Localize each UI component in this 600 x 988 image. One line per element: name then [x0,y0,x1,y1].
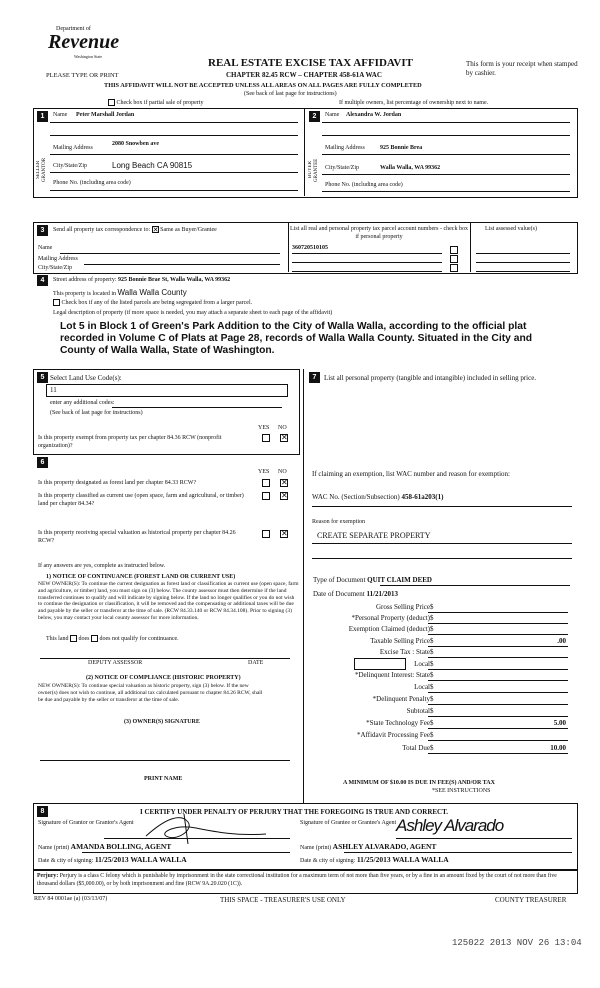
s5-no-label: NO [278,425,287,431]
s4-street-value[interactable]: 925 Bonnie Brae St, Walla Walla, WA 99362 [117,277,231,283]
s3-same-as-label: Same as Buyer/Grantee [160,226,217,233]
fee-label-4: Excise Tax : State [379,648,430,656]
historic-no-checkbox[interactable]: ✕ [281,529,288,538]
s7-doc-type [313,576,432,585]
land-use-input[interactable] [46,384,288,397]
partial-sale [108,99,203,107]
perjury-text [37,872,573,888]
s6-q2: Is this property classified as current use (open space, farm and agricultural, or timber) land per chapter 84.34? [38,493,244,507]
s3-mailing-label: Mailing Address [38,256,78,262]
fee-dollar-3: $ [430,637,434,645]
s1-city-label: City/State/Zip [53,163,87,169]
s6-if-yes: If any answers are yes, complete as instructed below. [38,563,166,569]
s8-grantee-date [300,856,449,866]
section-1-marker: 1 [37,111,48,122]
s5-yes-label: YES [258,425,270,431]
s8-grantee-name-label: Name (print) [300,845,332,851]
does-not-checkbox[interactable] [91,635,98,642]
s6-does-not: does not qualify for continuance. [99,635,179,642]
forest-yes-checkbox[interactable] [262,479,270,487]
s1-phone-label: Phone No. (including area code) [53,180,131,186]
s4-street [53,277,230,285]
fee-label-0: Gross Selling Price [375,603,430,611]
same-as-checkbox[interactable]: ✕ [152,226,159,234]
s7-reason-label: Reason for exemption [312,519,365,525]
fee-dollar-0: $ [430,603,434,611]
s7-see-instr: *SEE INSTRUCTIONS [432,788,491,794]
fee-value-10[interactable]: 5.00 [553,719,566,727]
parcel-1-checkbox[interactable] [450,246,458,254]
chapter-ref: CHAPTER 82.45 RCW – CHAPTER 458-61A WAC [226,71,382,79]
fee-label-9: Subtotal [406,707,430,715]
fee-label-8: *Delinquent Penalty [372,695,430,703]
fee-value-12[interactable]: 10.00 [550,744,566,752]
s4-segregated [53,299,252,307]
s8-grantee-name-value[interactable]: ASHLEY ALVARADO, AGENT [332,842,437,851]
s6-q3: Is this property receiving special valuation as historical property per chapter 84.26 RCW? [38,530,236,544]
s8-grantor-sig-label: Signature of Grantor or Grantor's Agent [38,820,134,826]
does-checkbox[interactable] [70,635,77,642]
s6-q1: Is this property designated as forest land per chapter 84.33 RCW? [38,480,197,486]
s5-additional: enter any additional codes: [50,400,115,406]
s5-land-use-value: 11 [50,386,57,394]
s6-notice2-body: NEW OWNER(S): To continue special valuation as historic property, sign (3) below. If the new owner(s) does not wish to continue, all additional tax calculated pursuant to chapter 84.26 RCW, shall be due and payable by the seller or transferor at the time of sale. [38,683,263,703]
s8-grantor-date-value[interactable]: 11/25/2013 WALLA WALLA [94,855,187,864]
fee-dollar-1: $ [430,614,434,622]
fee-dollar-12: $ [430,744,434,752]
s6-no-label: NO [278,469,287,475]
s7-personal-property: List all personal property (tangible and intangible) included in selling price. [324,374,537,382]
fee-label-11: *Affidavit Processing Fee [357,731,430,739]
s3-assessed-header: List assessed value(s) [485,226,537,232]
multiple-owners: If multiple owners, list percentage of ownership next to name. [339,100,489,106]
s3-parcel-header: List all real and personal property tax parcel account numbers - check box if personal property [290,226,468,240]
s2-name-label: Name [325,112,340,118]
form-title: REAL ESTATE EXCISE TAX AFFIDAVIT [208,57,413,69]
s8-grantor-date [38,856,187,866]
fee-dollar-9: $ [430,707,434,715]
s2-mailing-label: Mailing Address [325,145,365,151]
seller-label: SELLER GRANTOR [36,157,47,183]
s8-grantor-name-label: Name (print) [38,845,70,851]
s6-this-land: This land [46,635,69,642]
fee-label-6: *Delinquent Interest: State [354,671,430,679]
s3-city-label: City/State/Zip [38,265,72,271]
s7-doc-type-value[interactable]: QUIT CLAIM DEED [367,576,432,584]
perjury-body: Perjury is a class C felony which is punishable by imprisonment in the state correctional institution for a maximum term of not more than five years, or by a fine in an amount fixed by the court of not more than five thousand dollars ($5,000.00), or by both imprisonment and fine (RCW 9A.20.020 (1C)). [37,873,557,887]
s4-located [53,289,187,299]
s6-owner-sig: (3) OWNER(S) SIGNATURE [124,719,200,725]
receipt-note-text: This form is your receipt when stamped by cashier. [466,60,578,77]
receipt-note [466,60,581,78]
fee-dollar-11: $ [430,731,434,739]
s6-yes-label: YES [258,469,270,475]
partial-sale-label: Check box if partial sale of property [116,99,204,106]
fee-dollar-8: $ [430,695,434,703]
s7-wac-value[interactable]: 458-61a203(1) [401,493,444,501]
fee-label-5: Local [414,660,430,668]
s7-doc-date-value[interactable]: 11/21/2013 [366,590,398,598]
section-5-marker: 5 [37,372,48,383]
s8-grantor-name-value[interactable]: AMANDA BOLLING, AGENT [70,842,172,851]
fee-label-7: Local [414,683,430,691]
s3-name-label: Name [38,245,53,251]
section-2-marker: 2 [309,111,320,122]
logo-sub: Washington State [74,54,103,59]
logo-top: Department of [56,26,91,32]
fee-dollar-10: $ [430,719,434,727]
s7-minimum: A MINIMUM OF $10.00 IS DUE IN FEE(S) AND/OR TAX [343,780,495,786]
s4-legal-label: Legal description of property (if more space is needed, you may attach a separate sheet to each page of the affidavit) [53,310,333,316]
fee-dollar-4: $ [430,648,434,656]
grantee-signature: Ashley Alvarado [396,816,504,835]
s6-print-name: PRINT NAME [144,776,183,782]
divider-1-2 [304,108,305,196]
parcel-3-checkbox[interactable] [450,264,458,272]
s5-land-use-label: Select Land Use Code(s): [50,374,122,382]
s8-grantee-date-label: Date & city of signing: [300,858,356,864]
fee-dollar-6: $ [430,671,434,679]
s1-city-value[interactable]: Long Beach CA 90815 [112,161,193,170]
treasurer-only: THIS SPACE - TREASURER'S USE ONLY [220,896,346,904]
fee-dollar-7: $ [430,683,434,691]
fee-label-12: Total Due [402,744,430,752]
s6-does: does [78,635,90,642]
s7-wac [312,493,443,502]
s3-parcel-value[interactable]: 360720510105 [292,245,328,251]
s2-city-label: City/State/Zip [325,165,359,171]
s4-located-value[interactable]: Walla Walla County [117,288,187,297]
s6-notice1-body: NEW OWNER(S): To continue the current designation as forest land or classification as current use (open space, farm and agriculture, or timber) land, you must sign on (3) below. The county assessor must then determine if the land transferred continues to qualify and will indicate by signing below. If the land no longer qualifies or you do not wish to continue the designation or classification, it will be removed and the compensating or additional taxes will be due and payable by the seller or transferor at the time of sale. (RCW 84.33.140 or RCW 84.34.108). Prior to signing (3) below, you may contact your local county assessor for more information. [38,581,299,621]
forest-no-checkbox[interactable]: ✕ [281,478,288,487]
perjury-label: Perjury: [37,873,59,879]
partial-sale-checkbox[interactable] [108,99,115,106]
fee-label-1: *Personal Property (deduct) [351,614,430,622]
parcel-2-checkbox[interactable] [450,255,458,263]
logo-main: Revenue [48,31,120,53]
cashier-stamp: 125022 2013 NOV 26 13:04 [452,938,582,948]
s8-grantee-date-value[interactable]: 11/25/2013 WALLA WALLA [356,855,449,864]
s1-name-value[interactable]: Peter Marshall Jordan [76,112,135,118]
county-treasurer: COUNTY TREASURER [495,896,567,904]
s7-doc-date [313,590,398,599]
s3-send-to-label: Send all property tax correspondence to: [53,226,151,233]
s8-certify: I CERTIFY UNDER PENALTY OF PERJURY THAT THE FOREGOING IS TRUE AND CORRECT. [140,808,449,816]
section-4-marker: 4 [37,275,48,286]
s3-send-to [53,226,217,234]
please-type: PLEASE TYPE OR PRINT [46,72,119,79]
s7-exemption-label: If claiming an exemption, list WAC number and reason for exemption: [312,470,510,478]
s2-mailing-value[interactable]: 925 Bonnie Brea [380,145,423,151]
s6-date: DATE [248,660,264,666]
fee-label-2: Exemption Claimed (deduct) [348,625,430,633]
current-use-no-checkbox[interactable]: ✕ [281,491,288,500]
warning-text: THIS AFFIDAVIT WILL NOT BE ACCEPTED UNLESS ALL AREAS ON ALL PAGES ARE FULLY COMPLETED [104,82,422,89]
section-7-marker: 7 [309,372,320,383]
section-6-marker: 6 [37,457,48,468]
see-back: (See back of last page for instructions) [244,91,337,97]
fee-dollar-5: $ [430,660,434,668]
s6-continuance [46,635,179,643]
s7-wac-label: WAC No. (Section/Subsection) [312,493,400,501]
s4-located-label: This property is located in [53,291,116,297]
s8-grantee-sig-label: Signature of Grantee or Grantee's Agent [300,820,397,826]
fee-dollar-2: $ [430,625,434,633]
s1-mailing-value[interactable]: 2080 Snowben ave [112,141,160,147]
historic-yes-checkbox[interactable] [262,530,270,538]
s2-city-value[interactable]: Walla Walla, WA 99362 [380,165,441,171]
s6-notice1-title: 1) NOTICE OF CONTINUANCE (FOREST LAND OR CURRENT USE) [46,574,236,580]
s2-phone-label: Phone No. (including area code) [325,182,403,188]
section-8-marker: 8 [37,806,48,817]
s8-grantor-date-label: Date & city of signing: [38,858,94,864]
fee-value-3[interactable]: .00 [557,637,566,645]
s7-doc-type-label: Type of Document [313,576,366,584]
s4-street-label: Street address of property: [53,277,117,283]
form-number: REV 84 0001ae (a) (03/13/07) [34,896,108,902]
s2-name-value[interactable]: Alexandra W. Jordan [346,112,402,118]
fee-label-10: *State Technology Fee [366,719,430,727]
s7-reason-value[interactable]: CREATE SEPARATE PROPERTY [317,531,431,540]
s1-mailing-label: Mailing Address [53,145,93,151]
s4-legal-value[interactable]: Lot 5 in Block 1 of Green's Park Addition to the City of Walla Walla, according to the official plat recorded in Volume C of Plats at Page 28, records of Walla Walla County. Situated in the City and County of Walla Walla, State of Washington. [60,321,533,356]
s5-exempt-q: Is this property exempt from property tax per chapter 84.36 RCW (nonprofit organization)? [38,435,222,449]
section-3-marker: 3 [37,225,48,236]
exempt-yes-checkbox[interactable] [262,434,270,442]
revenue-logo [44,26,124,70]
current-use-yes-checkbox[interactable] [262,492,270,500]
s6-notice2-title: (2) NOTICE OF COMPLIANCE (HISTORIC PROPERTY) [86,675,241,681]
s6-deputy: DEPUTY ASSESSOR [88,660,143,666]
fee-table [306,603,576,773]
s5-see-back: (See back of last page for instructions) [50,410,143,416]
s7-doc-date-label: Date of Document [313,590,365,598]
segregated-checkbox[interactable] [53,299,60,306]
s4-segregated-label: Check box if any of the listed parcels are being segregated from a larger parcel. [61,299,253,306]
s1-name-label: Name [53,112,68,118]
buyer-label: BUYER GRANTEE [308,158,319,182]
exempt-no-checkbox[interactable]: ✕ [281,433,288,442]
fee-label-3: Taxable Selling Price [370,637,430,645]
